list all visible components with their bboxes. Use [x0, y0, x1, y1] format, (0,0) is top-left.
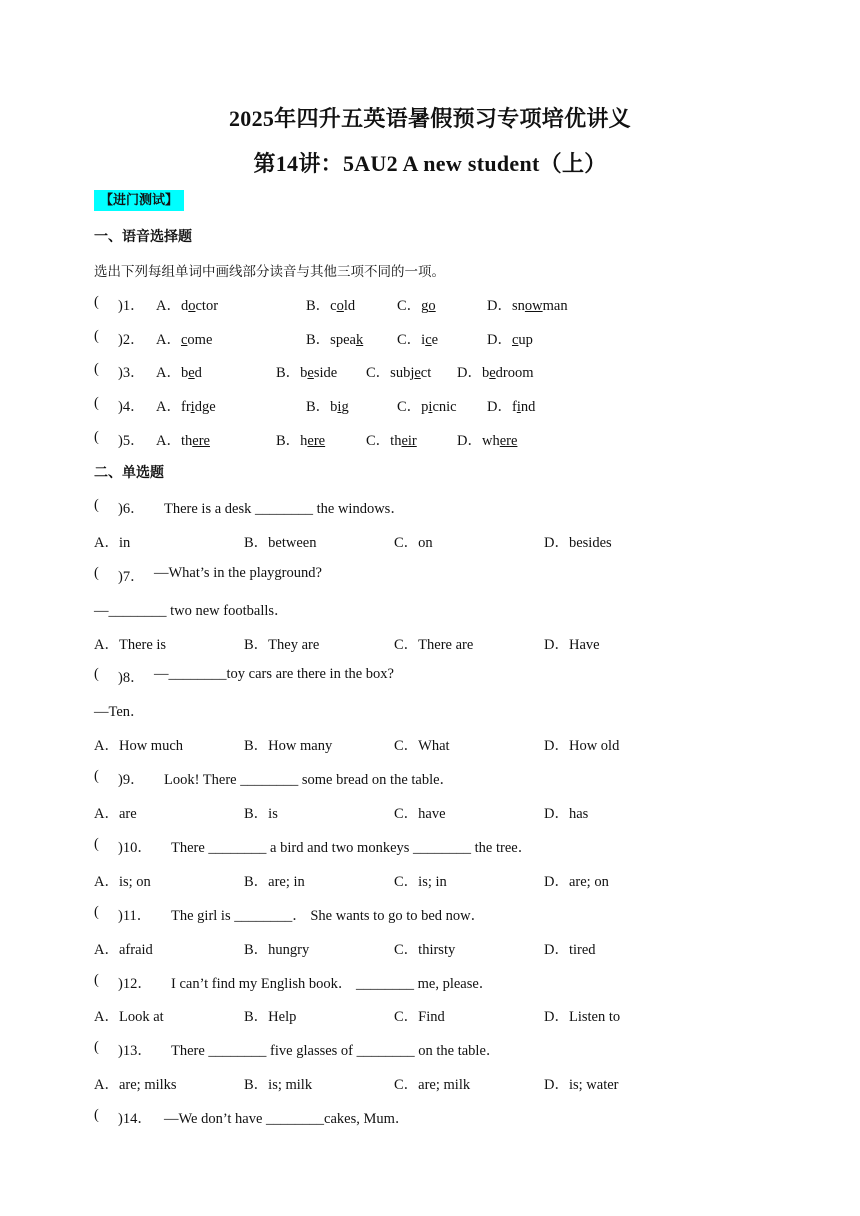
option-letter: D． — [487, 298, 512, 314]
word-part: c — [330, 298, 337, 314]
options-row — [94, 734, 794, 754]
option-a: A．are — [94, 806, 137, 822]
question-follow-line: —Ten． — [94, 704, 145, 720]
option-c: C．are; milk — [394, 1077, 471, 1093]
question-stem-row — [94, 565, 794, 585]
answer-paren: ( — [94, 361, 99, 377]
option-d: D．besides — [544, 535, 612, 551]
answer-paren: ( — [94, 395, 99, 411]
phonics-row — [94, 429, 794, 449]
option-c: C．on — [394, 535, 433, 551]
phonics-option — [156, 294, 218, 315]
phonics-option — [156, 429, 210, 450]
phonics-option — [366, 361, 431, 382]
word-part: subj — [390, 365, 415, 381]
word-part: h — [300, 433, 308, 449]
question-number: )10． — [118, 840, 152, 856]
underlined-sound: c — [511, 332, 519, 348]
option-letter: D． — [487, 399, 512, 415]
word-part: i — [421, 332, 426, 348]
option-c: C．have — [394, 806, 446, 822]
question-stem-row — [94, 666, 794, 686]
options-row — [94, 938, 794, 958]
phonics-option — [276, 361, 337, 382]
question-number: )9． — [118, 772, 145, 788]
question-stem-row — [94, 904, 794, 924]
question-stem: There is a desk ________ the windows． — [164, 501, 405, 517]
word-part: sn — [511, 298, 525, 314]
word-part: ome — [187, 332, 213, 348]
question-stem-row — [94, 497, 794, 517]
word-part: b — [330, 399, 338, 415]
option-letter: B． — [306, 399, 331, 415]
word-part: b — [300, 365, 308, 381]
underlined-sound: eir — [401, 433, 417, 449]
option-letter: C． — [397, 332, 422, 348]
phonics-option — [487, 395, 535, 416]
option-b: B．How many — [244, 738, 333, 754]
options-row — [94, 1005, 794, 1025]
option-d: D．are; on — [544, 874, 609, 890]
underlined-sound: i — [428, 399, 433, 415]
option-a: A．There is — [94, 637, 167, 653]
answer-paren: ( — [94, 1107, 99, 1123]
phonics-row — [94, 328, 794, 348]
underlined-sound: e — [414, 365, 421, 381]
answer-paren: ( — [94, 328, 99, 344]
option-a: A．is; on — [94, 874, 151, 890]
phonics-row — [94, 294, 794, 314]
word-part: droom — [495, 365, 534, 381]
underlined-sound: c — [180, 332, 188, 348]
answer-paren: ( — [94, 497, 99, 513]
word-part: g — [421, 298, 429, 314]
question-number: )1． — [118, 298, 145, 314]
word-part: spea — [330, 332, 356, 348]
question-stem-row — [94, 768, 794, 788]
answer-paren: ( — [94, 836, 99, 852]
option-a: A．in — [94, 535, 131, 551]
underlined-sound: ow — [524, 298, 543, 314]
word-part: cnic — [432, 399, 457, 415]
underlined-sound: ere — [307, 433, 326, 449]
section-heading-single-choice: 二、单选题 — [94, 465, 164, 481]
option-b: B．is; milk — [244, 1077, 313, 1093]
question-stem: I can’t find my English book． ________ me, please． — [171, 976, 494, 992]
option-letter: A． — [156, 332, 181, 348]
option-letter: D． — [457, 433, 482, 449]
option-d: D．Listen to — [544, 1009, 621, 1025]
page-subtitle: 第14讲：5AU2 A new student（上） — [253, 151, 607, 176]
option-c: C．thirsty — [394, 942, 456, 958]
option-c: C．Find — [394, 1009, 445, 1025]
option-b: B．is — [244, 806, 278, 822]
option-d: D．tired — [544, 942, 596, 958]
option-letter: C． — [366, 433, 391, 449]
option-a: A．How much — [94, 738, 184, 754]
underlined-sound: o — [188, 298, 196, 314]
word-part: b — [481, 365, 490, 381]
option-c: C．What — [394, 738, 450, 754]
phonics-option — [397, 294, 436, 315]
question-number: )3． — [118, 365, 145, 381]
underlined-sound: ere — [192, 433, 210, 449]
option-b: B．hungry — [244, 942, 310, 958]
option-c: C．There are — [394, 637, 474, 653]
option-letter: C． — [366, 365, 391, 381]
answer-paren: ( — [94, 294, 99, 310]
option-letter: B． — [306, 332, 331, 348]
option-c: C．is; in — [394, 874, 447, 890]
phonics-option — [306, 395, 349, 416]
word-part: wh — [481, 433, 500, 449]
answer-paren: ( — [94, 666, 99, 682]
option-letter: C． — [397, 298, 422, 314]
option-b: B．between — [244, 535, 317, 551]
question-stem-row — [94, 1039, 794, 1059]
question-stem: —________toy cars are there in the box? — [154, 666, 394, 682]
option-d: D．has — [544, 806, 589, 822]
question-stem: —What’s in the playground? — [154, 565, 322, 581]
option-letter: D． — [457, 365, 482, 381]
phonics-option — [306, 294, 355, 315]
word-part: up — [518, 332, 533, 348]
word-part: d — [194, 365, 202, 381]
option-b: B．They are — [244, 637, 320, 653]
question-stem-row — [94, 972, 794, 992]
answer-paren: ( — [94, 904, 99, 920]
options-row — [94, 1073, 794, 1093]
answer-paren: ( — [94, 972, 99, 988]
word-part: fr — [180, 399, 191, 415]
phonics-option — [397, 395, 457, 416]
question-number: )14． — [118, 1111, 152, 1127]
answer-paren: ( — [94, 768, 99, 784]
question-number: )2． — [118, 332, 145, 348]
option-letter: A． — [156, 399, 181, 415]
question-number: )4． — [118, 399, 145, 415]
word-part: b — [180, 365, 189, 381]
phonics-option — [366, 429, 417, 450]
option-a: A．afraid — [94, 942, 153, 958]
word-part: dge — [194, 399, 216, 415]
question-number: )8． — [118, 670, 145, 686]
word-part: f — [511, 399, 517, 415]
underlined-sound: c — [425, 332, 432, 348]
page-title: 2025年四升五英语暑假预习专项培优讲义 — [228, 106, 631, 131]
entry-test-badge: 【进门测试】 — [94, 190, 184, 211]
question-stem-row — [94, 836, 794, 856]
phonics-option — [457, 361, 534, 382]
option-a: A．are; milks — [94, 1077, 177, 1093]
answer-paren: ( — [94, 565, 99, 581]
option-letter: A． — [156, 298, 181, 314]
question-number: )5． — [118, 433, 145, 449]
phonics-option — [457, 429, 517, 450]
option-b: B．are; in — [244, 874, 305, 890]
phonics-option — [487, 328, 533, 349]
phonics-option — [156, 395, 216, 416]
word-part: e — [431, 332, 439, 348]
option-letter: A． — [156, 365, 181, 381]
word-part: nd — [520, 399, 536, 415]
word-part: th — [180, 433, 193, 449]
option-letter: A． — [156, 433, 181, 449]
phonics-option — [306, 328, 363, 349]
underlined-sound: i — [337, 399, 342, 415]
option-d: D．is; water — [544, 1077, 619, 1093]
underlined-sound: o — [428, 298, 436, 314]
word-part: p — [421, 399, 429, 415]
underlined-sound: i — [190, 399, 195, 415]
option-letter: B． — [276, 433, 301, 449]
phonics-option — [487, 294, 568, 315]
option-letter: B． — [306, 298, 331, 314]
option-letter: D． — [487, 332, 512, 348]
underlined-sound: k — [355, 332, 364, 348]
option-letter: B． — [276, 365, 301, 381]
option-d: D．Have — [544, 637, 600, 653]
word-part: side — [313, 365, 338, 381]
underlined-sound: i — [516, 399, 521, 415]
option-a: A．Look at — [94, 1009, 164, 1025]
phonics-option — [156, 328, 212, 349]
underlined-sound: e — [188, 365, 195, 381]
underlined-sound: ere — [499, 433, 518, 449]
word-part: ct — [420, 365, 432, 381]
phonics-instruction: 选出下列每组单词中画线部分读音与其他三项不同的一项。 — [94, 264, 445, 280]
question-number: )7． — [118, 569, 145, 585]
question-stem: There ________ five glasses of ________ on the table． — [171, 1043, 501, 1059]
phonics-row — [94, 395, 794, 415]
options-row — [94, 802, 794, 822]
question-stem: Look! There ________ some bread on the table． — [164, 772, 455, 788]
underlined-sound: e — [489, 365, 496, 381]
question-number: )13． — [118, 1043, 152, 1059]
question-number: )6． — [118, 501, 145, 517]
word-part: d — [180, 298, 189, 314]
question-stem-row — [94, 1107, 794, 1127]
underlined-sound: e — [307, 365, 314, 381]
question-number: )11． — [118, 908, 152, 924]
question-stem: —We don’t have ________cakes, Mum． — [164, 1111, 410, 1127]
option-d: D．How old — [544, 738, 620, 754]
phonics-option — [156, 361, 202, 382]
question-number: )12． — [118, 976, 152, 992]
word-part: th — [390, 433, 402, 449]
underlined-sound: o — [336, 298, 344, 314]
question-stem: There ________ a bird and two monkeys ________ the tree． — [171, 840, 533, 856]
options-row — [94, 633, 794, 653]
section-heading-phonics: 一、语音选择题 — [94, 229, 192, 245]
phonics-option — [397, 328, 438, 349]
word-part: man — [542, 298, 568, 314]
option-letter: C． — [397, 399, 422, 415]
question-follow-line: —________ two new footballs． — [94, 603, 289, 619]
answer-paren: ( — [94, 429, 99, 445]
question-stem: The girl is ________． She wants to go to bed now． — [171, 908, 486, 924]
word-part: ld — [343, 298, 356, 314]
option-b: B．Help — [244, 1009, 297, 1025]
options-row — [94, 870, 794, 890]
options-row — [94, 531, 794, 551]
phonics-option — [276, 429, 325, 450]
word-part: ctor — [195, 298, 219, 314]
word-part: g — [341, 399, 349, 415]
answer-paren: ( — [94, 1039, 99, 1055]
phonics-row — [94, 361, 794, 381]
